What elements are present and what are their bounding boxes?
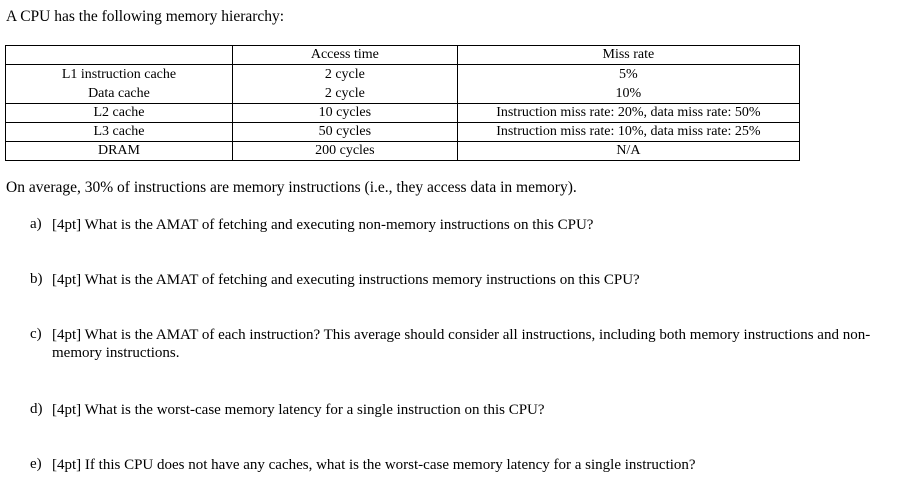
question-text: [4pt] What is the AMAT of fetching and executing instructions memory instructions on this CPU?	[52, 272, 640, 288]
memory-hierarchy-table	[5, 45, 800, 161]
miss-rate: N/A	[457, 142, 799, 161]
table-row	[6, 123, 800, 142]
question-label: d)	[30, 401, 43, 417]
miss-rates	[457, 65, 799, 104]
question-a	[30, 216, 890, 234]
question-text: [4pt] If this CPU does not have any caches, what is the worst-case memory latency for a single instruction?	[52, 457, 696, 473]
access-time: 2 cycle	[324, 67, 365, 82]
question-e	[30, 456, 890, 474]
table-row	[6, 142, 800, 161]
access-time: 50 cycles	[232, 123, 457, 142]
header-empty	[6, 46, 233, 65]
table-row	[6, 65, 800, 104]
table-header-row	[6, 46, 800, 65]
miss-rate: Instruction miss rate: 20%, data miss rate: 50%	[457, 104, 799, 123]
access-time: 2 cycle	[324, 86, 365, 101]
intro-text: A CPU has the following memory hierarchy:	[6, 8, 285, 25]
question-text: [4pt] What is the worst-case memory latency for a single instruction on this CPU?	[52, 402, 545, 418]
question-text: [4pt] What is the AMAT of each instruction? This average should consider all instructions, including both memory instructions and non-memory instructions.	[52, 327, 871, 361]
question-label: c)	[30, 326, 42, 342]
access-time: 10 cycles	[232, 104, 457, 123]
level-name: L1 instruction cache	[61, 67, 177, 82]
question-label: b)	[30, 271, 43, 287]
question-c	[30, 326, 890, 362]
question-label: a)	[30, 216, 42, 232]
question-text: [4pt] What is the AMAT of fetching and executing non-memory instructions on this CPU?	[52, 217, 594, 233]
level-names	[6, 65, 233, 104]
question-d	[30, 401, 890, 419]
access-times	[232, 65, 457, 104]
header-miss-rate: Miss rate	[457, 46, 799, 65]
level-name: L3 cache	[6, 123, 233, 142]
level-name: L2 cache	[6, 104, 233, 123]
table-row	[6, 104, 800, 123]
access-time: 200 cycles	[232, 142, 457, 161]
level-name: Data cache	[88, 86, 150, 101]
question-b	[30, 271, 890, 289]
memory-instruction-note: On average, 30% of instructions are memory instructions (i.e., they access data in memory).	[6, 179, 577, 196]
miss-rate: 10%	[615, 86, 642, 101]
miss-rate: Instruction miss rate: 10%, data miss rate: 25%	[457, 123, 799, 142]
level-name: DRAM	[6, 142, 233, 161]
miss-rate: 5%	[619, 67, 638, 82]
header-access-time: Access time	[232, 46, 457, 65]
question-label: e)	[30, 456, 42, 472]
